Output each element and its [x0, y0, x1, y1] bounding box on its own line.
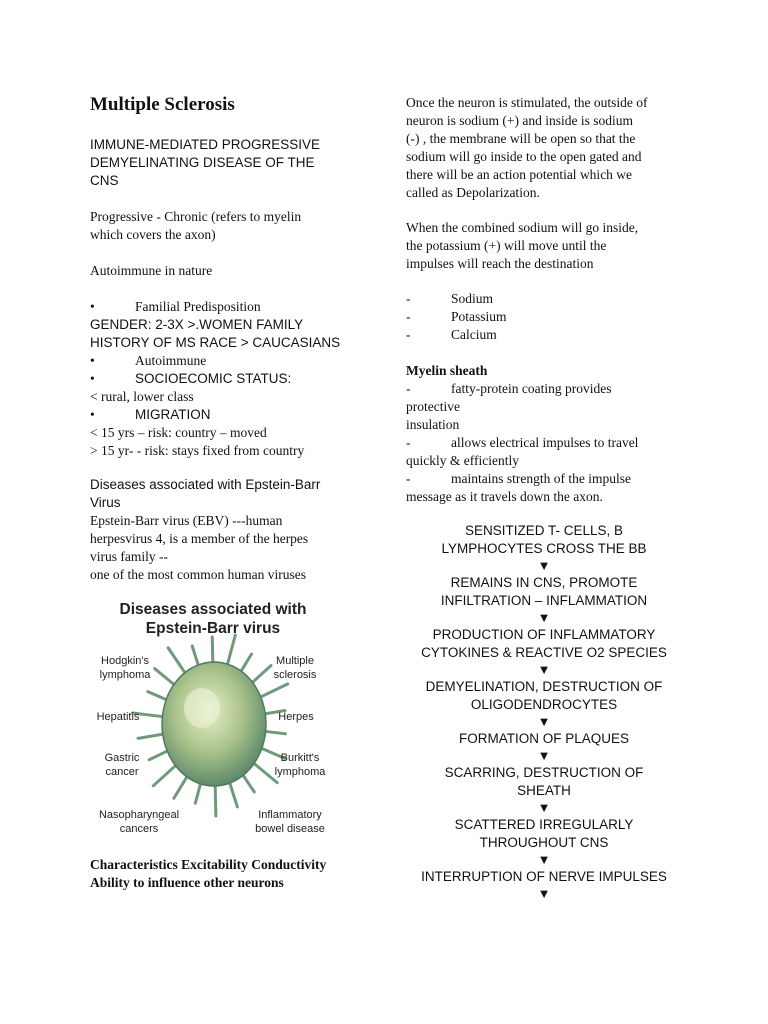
label-line: Hepatitis — [96, 711, 140, 723]
dash-mark: - — [406, 291, 411, 306]
subtitle-line: CNS — [90, 173, 119, 188]
myelin-item — [406, 380, 696, 398]
step-line: OLIGODENDROCYTES — [470, 697, 618, 712]
flow-step — [398, 764, 690, 800]
virus-spike — [168, 648, 186, 675]
myelin-item — [406, 470, 696, 488]
ion-text: Sodium — [451, 291, 494, 306]
bullet-mark: • — [90, 407, 95, 422]
ion-text: Potassium — [451, 309, 507, 324]
text-line: impulses will reach the destination — [406, 256, 594, 271]
dash-mark: - — [406, 309, 411, 324]
bullet-text: SOCIOECOMIC STATUS: — [135, 371, 292, 386]
virus-spike — [229, 781, 237, 807]
virus-spike — [227, 635, 235, 666]
label-line: lymphoma — [99, 669, 151, 681]
label-line: cancers — [119, 823, 159, 835]
dash-mark: - — [406, 471, 411, 486]
ebv-heading: Diseases associated with Epstein-Barr Virus — [90, 477, 321, 510]
virus-spike — [153, 764, 177, 786]
flow-step — [398, 522, 690, 558]
step-line: INFILTRATION – INFLAMMATION — [440, 593, 648, 608]
virus-spike — [215, 784, 216, 816]
step-line: REMAINS IN CNS, PROMOTE — [450, 575, 638, 590]
step-line: FORMATION OF PLAQUES — [458, 731, 629, 746]
text-line: one of the most common human viruses — [90, 567, 306, 582]
text-line: the potassium (+) will move until the — [406, 238, 607, 253]
text-line: virus family -- — [90, 549, 168, 564]
bullet-socio — [90, 370, 380, 388]
label-line: Hodgkin's — [101, 655, 149, 667]
subtitle-line: DEMYELINATING DISEASE OF THE — [90, 155, 315, 170]
ion-text: Calcium — [451, 327, 497, 342]
step-line: SENSITIZED T- CELLS, B — [464, 523, 624, 538]
ion-item — [406, 308, 682, 326]
text-line: (-) , the membrane will be open so that the — [406, 131, 636, 146]
down-arrow-icon: ▼ — [537, 662, 551, 677]
myelin-text: protective — [406, 399, 460, 414]
ion-list — [406, 290, 682, 344]
text-line: Progressive - Chronic (refers to myelin — [90, 209, 302, 224]
text-line: Ability to influence other neurons — [90, 875, 284, 890]
figure-title-line: Diseases associated with — [119, 601, 307, 618]
bullet-mark: • — [90, 299, 95, 314]
virus-spike — [148, 692, 168, 701]
subtitle — [90, 136, 352, 190]
down-arrow-icon: ▼ — [537, 852, 551, 867]
virus-spike — [264, 731, 286, 734]
flow-step — [398, 574, 690, 610]
myelin-text: allows electrical impulses to travel — [451, 435, 639, 450]
label-line: cancer — [105, 766, 139, 778]
text-line: there will be an action potential which we — [406, 167, 633, 182]
autoimmune-nature: Autoimmune in nature — [90, 263, 213, 278]
ebv-figure — [90, 598, 336, 842]
label-line: sclerosis — [273, 669, 317, 681]
step-line: LYMPHOCYTES CROSS THE BB — [441, 541, 647, 556]
step-line: SHEATH — [517, 783, 571, 798]
virus-spike — [149, 750, 169, 760]
ion-item — [406, 326, 682, 344]
label-nasopharyngeal — [90, 808, 188, 836]
label-line: lymphoma — [274, 766, 326, 778]
text-line: Characteristics Excitability Conductivity — [90, 857, 327, 872]
step-line: SCARRING, DESTRUCTION OF — [444, 765, 644, 780]
risk-factors — [90, 298, 380, 460]
label-line: bowel disease — [255, 823, 325, 835]
rural-line: < rural, lower class — [90, 389, 194, 404]
label-line: Gastric — [104, 752, 140, 764]
dash-mark: - — [406, 381, 411, 396]
gender-line: GENDER: 2-3X >.WOMEN FAMILY — [90, 317, 304, 332]
virus-spike — [242, 774, 254, 792]
label-line: Multiple — [276, 655, 314, 667]
step-line: CYTOKINES & REACTIVE O2 SPECIES — [421, 645, 667, 660]
bullet-text: Familial Predisposition — [135, 299, 261, 314]
combined-paragraph — [406, 219, 696, 273]
down-arrow-icon: ▼ — [537, 610, 551, 625]
page-title: Multiple Sclerosis — [90, 94, 235, 115]
virus-spike — [138, 734, 165, 738]
down-arrow-icon: ▼ — [537, 800, 551, 815]
myelin-heading: Myelin sheath — [406, 363, 488, 378]
step-line: SCATTERED IRREGULARLY — [454, 817, 634, 832]
down-arrow-icon: ▼ — [537, 714, 551, 729]
ebv-description — [90, 512, 360, 584]
down-arrow-icon: ▼ — [537, 558, 551, 573]
progressive-text — [90, 208, 352, 244]
subtitle-line: IMMUNE-MEDIATED PROGRESSIVE — [90, 137, 321, 152]
bullet-migration — [90, 406, 380, 424]
characteristics — [90, 856, 370, 892]
virus-spike — [212, 637, 213, 664]
myelin-text: quickly & efficiently — [406, 453, 519, 468]
down-arrow-icon: ▼ — [537, 886, 551, 901]
flow-step — [398, 626, 690, 662]
text-line: Epstein-Barr virus (EBV) ---human — [90, 513, 283, 528]
label-hodgkin — [92, 654, 158, 682]
text-line: When the combined sodium will go inside, — [406, 220, 639, 235]
bullet-familial — [90, 298, 380, 316]
flow-step — [398, 868, 690, 886]
migration-line: > 15 yr- - risk: stays fixed from country — [90, 443, 305, 458]
myelin-text: insulation — [406, 417, 460, 432]
step-line: PRODUCTION OF INFLAMMATORY — [432, 627, 656, 642]
virus-spike — [195, 782, 201, 803]
text-line: herpesvirus 4, is a member of the herpes — [90, 531, 309, 546]
label-line: Inflammatory — [258, 809, 322, 821]
text-line: sodium will go inside to the open gated and — [406, 149, 642, 164]
label-herpes — [272, 710, 320, 724]
myelin-list — [406, 380, 696, 506]
migration-line: < 15 yrs – risk: country – moved — [90, 425, 267, 440]
bullet-text: Autoimmune — [135, 353, 207, 368]
label-line: Herpes — [278, 711, 314, 723]
text-line: neuron is sodium (+) and inside is sodium — [406, 113, 633, 128]
text-line: called as Depolarization. — [406, 185, 540, 200]
label-burkitt — [270, 751, 330, 779]
label-line: Burkitt's — [280, 752, 320, 764]
text-line: which covers the axon) — [90, 227, 216, 242]
myelin-item — [406, 434, 696, 452]
dash-mark: - — [406, 327, 411, 342]
step-line: THROUGHOUT CNS — [479, 835, 609, 850]
pathophysiology-flow — [398, 522, 690, 902]
step-line: INTERRUPTION OF NERVE IMPULSES — [421, 869, 667, 884]
flow-step — [398, 730, 690, 748]
label-ms — [262, 654, 328, 682]
down-arrow-icon: ▼ — [537, 748, 551, 763]
ion-item — [406, 290, 682, 308]
label-hepatitis — [90, 710, 146, 724]
label-gastric — [98, 751, 146, 779]
flow-step — [398, 816, 690, 852]
myelin-text: maintains strength of the impulse — [451, 471, 631, 486]
myelin-text: message as it travels down the axon. — [406, 489, 603, 504]
label-line: Nasopharyngeal — [98, 809, 180, 821]
virus-spike — [192, 646, 199, 667]
bullet-mark: • — [90, 353, 95, 368]
step-line: DEMYELINATION, DESTRUCTION OF — [425, 679, 663, 694]
bullet-mark: • — [90, 371, 95, 386]
label-ibd — [246, 808, 334, 836]
virus-spike — [259, 684, 288, 698]
bullet-autoimmune — [90, 352, 380, 370]
virus-spike — [240, 654, 251, 673]
bullet-text: MIGRATION — [135, 407, 211, 422]
gender-line: HISTORY OF MS RACE > CAUCASIANS — [90, 335, 341, 350]
flow-step — [398, 678, 690, 714]
text-line: Once the neuron is stimulated, the outside of — [406, 95, 648, 110]
dash-mark: - — [406, 435, 411, 450]
figure-title-line: Epstein-Barr virus — [145, 620, 281, 637]
virus-spike — [174, 775, 188, 798]
myelin-text: fatty-protein coating provides — [451, 381, 612, 396]
neuron-paragraph — [406, 94, 696, 202]
